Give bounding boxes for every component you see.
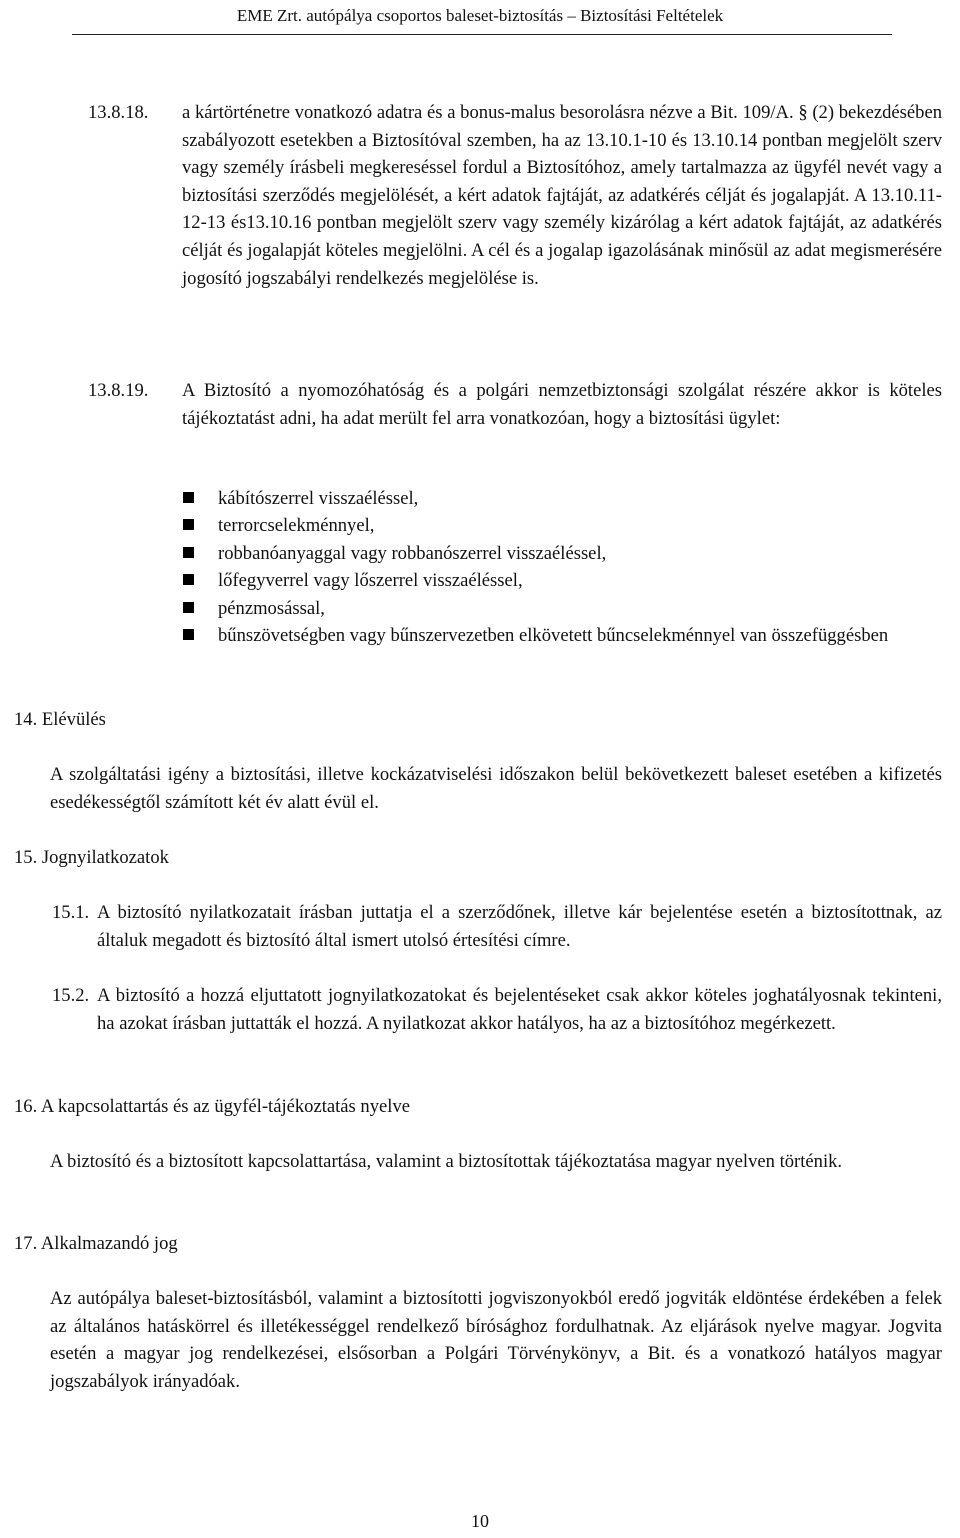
section-text-17: Az autópálya baleset-biztosításból, valamint a biztosítotti jogviszonyokból eredő jogviták eldöntése érdekében a felek az általános hatáskörrel és illetékességgel rendelkező bírósághoz fordulhatnak. Az eljárások nyelve magyar. Jogvita esetén a magyar jog rendelkezései, elsősorban a Polgári Törvénykönyv, a Bit. és a vonatkozó hatályos magyar jogszabályok irányadóak. [50,1288,942,1392]
clause-text-13-8-19: A Biztosító a nyomozóhatóság és a polgári nemzetbiztonsági szolgálat részére akkor is köteles tájékoztatást adni, ha adat merült fel arra vonatkozóan, hogy a biztosítási ügylet: [182,380,942,429]
bullet-square-icon [183,629,194,640]
section-text-14: A szolgáltatási igény a biztosítási, illetve kockázatviselési időszakon belül bekövetkezett baleset esetében a kifizetés esedékességtől számított két év alatt évül el. [50,764,942,813]
page-number: 10 [471,1511,489,1531]
bullet-square-icon [183,602,194,613]
section-heading-15: 15. Jognyilatkozatok [14,847,169,868]
list-item: lőfegyverrel vagy lőszerrel visszaéléssel, [182,567,942,594]
list-item: kábítószerrel visszaéléssel, [182,485,942,512]
clause-text-13-8-18: a kártörténetre vonatkozó adatra és a bonus-malus besorolásra nézve a Bit. 109/A. § (2) bekezdésében szabályozott esetekben a Biztosítóval szemben, ha az 13.10.1-10 és 13.10.14 pontban megjelölt szerv vagy személy írásbeli megkereséssel fordul a Biztosítóhoz, amely tartalmazza az ügyfél nevét vagy a biztosítási szerződés megjelölését, a kért adatok fajtáját, az adatkérés célját és jogalapját. A 13.10.11-12-13 és13.10.16 pontban megjelölt szerv vagy személy kizárólag a kért adatok fajtáját, az adatkérés célját és jogalapját köteles megjelölni. A cél és a jogalap igazolásának minősül az adat megismerésére jogosító jogszabályi rendelkezés megjelölése is. [182,102,942,289]
clause-number-13-8-18: 13.8.18. [88,102,149,123]
bullet-square-icon [183,547,194,558]
section-heading-17: 17. Alkalmazandó jog [14,1233,178,1254]
clause-number-15-1: 15.1. [52,902,90,923]
list-item: terrorcselekménnyel, [182,512,942,539]
clause-text-15-2: A biztosító a hozzá eljuttatott jognyilatkozatokat és bejelentéseket csak akkor köteles joghatályosnak tekinteni, ha azokat írásban juttatták el hozzá. A nyilatkozat akkor hatályos, ha az a biztosítóhoz megérkezett. [97,985,942,1034]
bullet-square-icon [183,574,194,585]
bullet-square-icon [183,519,194,530]
bullet-square-icon [183,492,194,503]
clause-number-13-8-19: 13.8.19. [88,380,149,401]
clause-text-15-1: A biztosító nyilatkozatait írásban juttatja el a szerződőnek, illetve kár bejelentése esetén a biztosítottnak, az általuk megadott és biztosító által ismert utolsó értesítési címre. [97,902,942,951]
section-heading-14: 14. Elévülés [14,709,106,730]
offense-list [182,485,942,649]
section-heading-16: 16. A kapcsolattartás és az ügyfél-tájékoztatás nyelve [14,1096,410,1117]
document-header: EME Zrt. autópálya csoportos baleset-biztosítás – Biztosítási Feltételek [236,6,724,25]
list-item: bűnszövetségben vagy bűnszervezetben elkövetett bűncselekménnyel van összefüggésben [182,622,942,649]
list-item: pénzmosással, [182,595,942,622]
section-text-16: A biztosító és a biztosított kapcsolattartása, valamint a biztosítottak tájékoztatása magyar nyelven történik. [50,1151,843,1172]
clause-number-15-2: 15.2. [52,985,90,1006]
list-item: robbanóanyaggal vagy robbanószerrel visszaéléssel, [182,540,942,567]
